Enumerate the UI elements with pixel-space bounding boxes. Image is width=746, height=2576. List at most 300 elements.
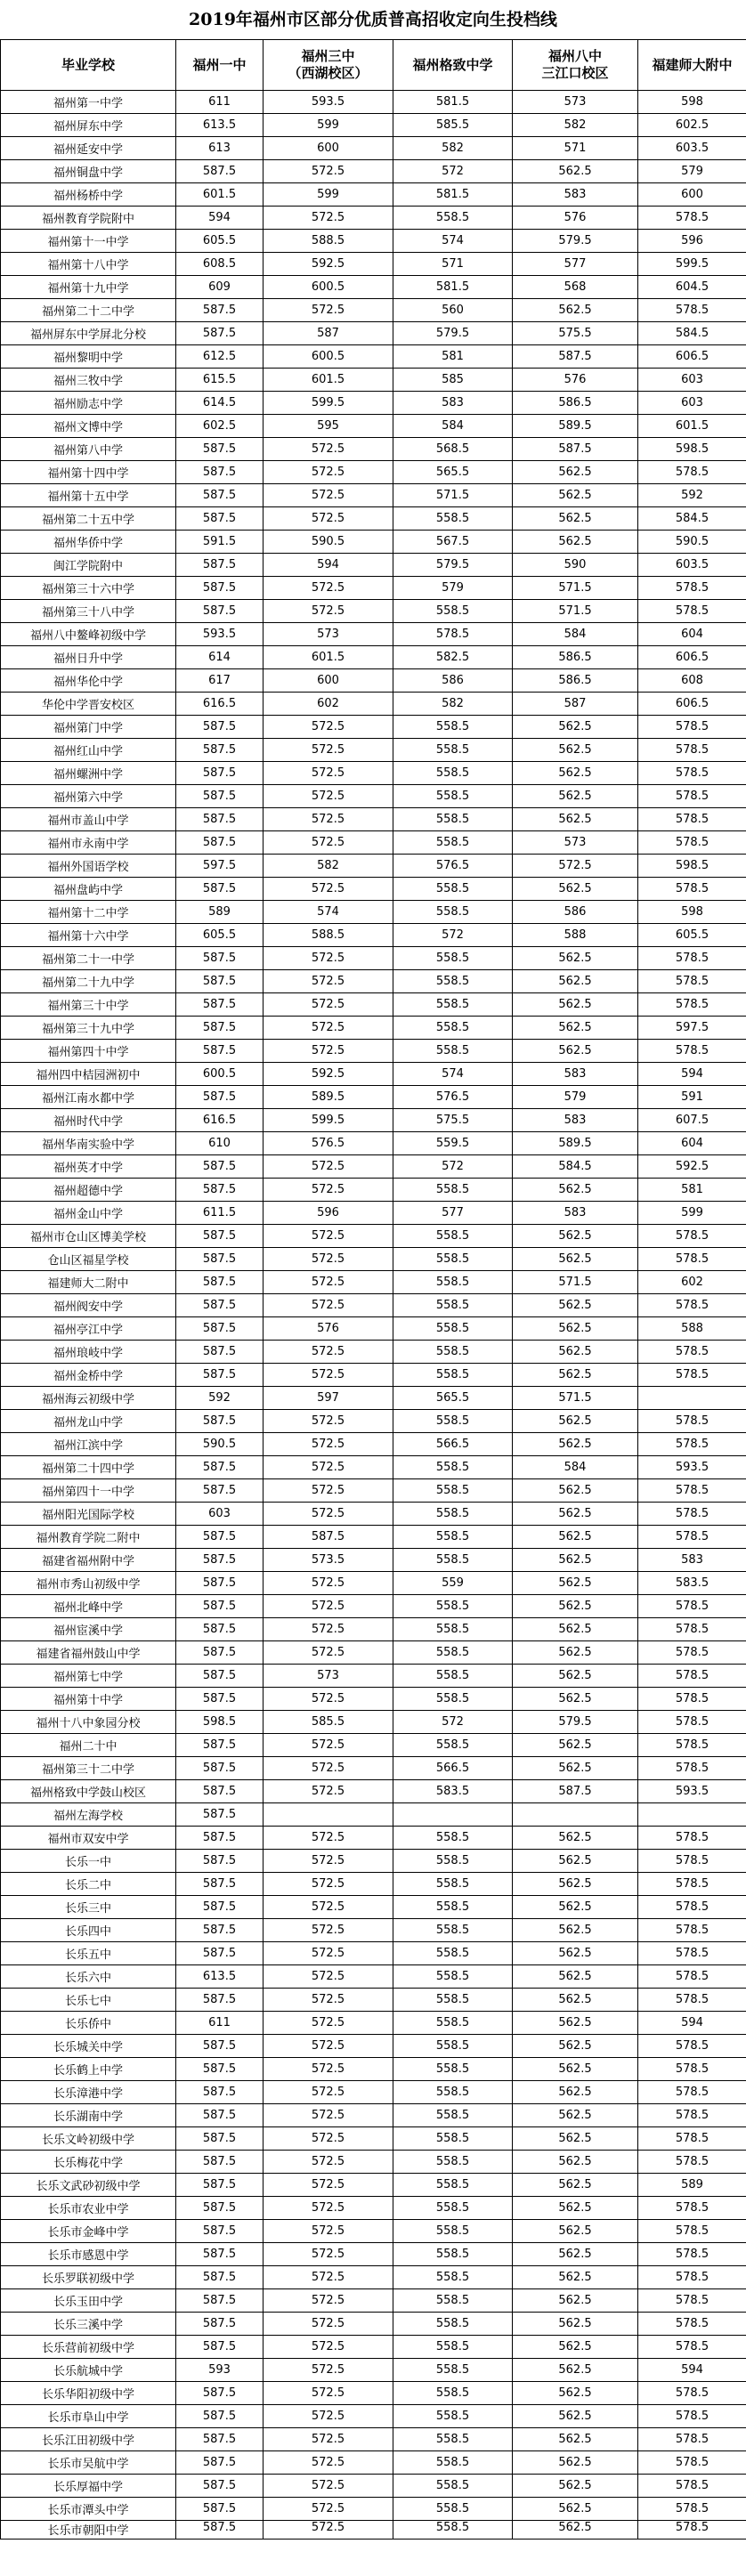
cell-gezhi: 574 [393, 1063, 513, 1086]
cell-fuzhou-no8: 562.5 [513, 878, 638, 901]
cell-fuzhou-no3: 572.5 [264, 1850, 393, 1873]
cell-shida-fuzhong: 578.5 [638, 1503, 746, 1526]
cell-school: 福州琅岐中学 [1, 1341, 176, 1364]
cell-school: 福州市秀山初级中学 [1, 1572, 176, 1595]
cell-fuzhou-no8: 562.5 [513, 2081, 638, 2104]
cell-fuzhou-no1: 587.5 [176, 808, 264, 831]
cell-fuzhou-no1: 587.5 [176, 1919, 264, 1942]
cell-gezhi: 558.5 [393, 1225, 513, 1248]
cell-fuzhou-no1: 587.5 [176, 2313, 264, 2336]
cell-fuzhou-no1: 587.5 [176, 2475, 264, 2498]
cell-shida-fuzhong: 598 [638, 901, 746, 924]
cell-fuzhou-no8: 589.5 [513, 1132, 638, 1155]
table-row [1, 345, 746, 369]
cell-fuzhou-no8: 584 [513, 1456, 638, 1479]
cell-shida-fuzhong: 599.5 [638, 253, 746, 276]
table-row [1, 1341, 746, 1364]
table-row [1, 484, 746, 507]
table-row [1, 600, 746, 623]
cell-gezhi: 582 [393, 693, 513, 716]
cell-fuzhou-no8: 575.5 [513, 322, 638, 345]
table-row [1, 1132, 746, 1155]
cell-gezhi: 558.5 [393, 1896, 513, 1919]
table-row [1, 1827, 746, 1850]
cell-gezhi: 558.5 [393, 1179, 513, 1202]
cell-fuzhou-no1: 587.5 [176, 1873, 264, 1896]
cell-fuzhou-no1: 587.5 [176, 1896, 264, 1919]
cell-school: 福州第二十四中学 [1, 1456, 176, 1479]
cell-gezhi: 558.5 [393, 507, 513, 531]
cell-fuzhou-no1: 587.5 [176, 2151, 264, 2174]
cell-fuzhou-no8: 562.5 [513, 1734, 638, 1757]
cell-fuzhou-no3: 572.5 [264, 2012, 393, 2035]
cell-fuzhou-no8: 562.5 [513, 1549, 638, 1572]
cell-gezhi: 558.5 [393, 2197, 513, 2220]
cell-gezhi: 583 [393, 392, 513, 415]
cell-fuzhou-no3: 572.5 [264, 970, 393, 993]
cell-gezhi: 558.5 [393, 1734, 513, 1757]
cell-fuzhou-no1: 587.5 [176, 299, 264, 322]
cell-fuzhou-no3: 572.5 [264, 2498, 393, 2521]
cell-school: 长乐市朝阳中学 [1, 2521, 176, 2540]
table-row [1, 2151, 746, 2174]
cell-fuzhou-no3: 597 [264, 1387, 393, 1410]
table-row [1, 230, 746, 253]
cell-shida-fuzhong: 578.5 [638, 2313, 746, 2336]
cell-school: 福州四中桔园洲初中 [1, 1063, 176, 1086]
cell-shida-fuzhong: 578.5 [638, 1040, 746, 1063]
cell-fuzhou-no3: 572.5 [264, 1225, 393, 1248]
cell-gezhi: 582 [393, 137, 513, 160]
cell-fuzhou-no8: 571.5 [513, 1271, 638, 1294]
cell-shida-fuzhong: 605.5 [638, 924, 746, 947]
cell-fuzhou-no3: 573.5 [264, 1549, 393, 1572]
cell-shida-fuzhong: 578.5 [638, 2058, 746, 2081]
cell-fuzhou-no8: 590 [513, 554, 638, 577]
cell-gezhi: 576.5 [393, 855, 513, 878]
cell-school: 福州华侨中学 [1, 531, 176, 554]
cell-shida-fuzhong: 578.5 [638, 1688, 746, 1711]
cell-fuzhou-no3: 572.5 [264, 2104, 393, 2127]
cell-fuzhou-no8: 572.5 [513, 855, 638, 878]
cell-fuzhou-no1: 587.5 [176, 762, 264, 785]
cell-fuzhou-no8 [513, 1803, 638, 1827]
cell-gezhi: 558.5 [393, 831, 513, 855]
cell-fuzhou-no3: 572.5 [264, 1942, 393, 1965]
cell-fuzhou-no3: 572.5 [264, 160, 393, 183]
table-row [1, 1942, 746, 1965]
cell-shida-fuzhong: 578.5 [638, 1827, 746, 1850]
cell-fuzhou-no3: 601.5 [264, 369, 393, 392]
cell-gezhi: 575.5 [393, 1109, 513, 1132]
cell-gezhi [393, 1803, 513, 1827]
cell-fuzhou-no1: 587.5 [176, 1271, 264, 1294]
cell-school: 长乐五中 [1, 1942, 176, 1965]
cell-gezhi: 558.5 [393, 1641, 513, 1665]
cell-shida-fuzhong: 578.5 [638, 577, 746, 600]
cell-school: 福州第八中学 [1, 438, 176, 461]
cell-fuzhou-no3: 572.5 [264, 1410, 393, 1433]
cell-school: 福州盘屿中学 [1, 878, 176, 901]
cell-fuzhou-no8: 562.5 [513, 2313, 638, 2336]
table-row [1, 1017, 746, 1040]
cell-school: 福州螺洲中学 [1, 762, 176, 785]
cell-fuzhou-no8: 562.5 [513, 1665, 638, 1688]
cell-fuzhou-no1: 587.5 [176, 322, 264, 345]
cell-school: 长乐漳港中学 [1, 2081, 176, 2104]
cell-fuzhou-no3: 572.5 [264, 1780, 393, 1803]
cell-school: 福州金桥中学 [1, 1364, 176, 1387]
cell-gezhi: 558.5 [393, 785, 513, 808]
cell-fuzhou-no1: 615.5 [176, 369, 264, 392]
cell-fuzhou-no3: 572.5 [264, 947, 393, 970]
cell-fuzhou-no3: 572.5 [264, 1433, 393, 1456]
cell-shida-fuzhong: 578.5 [638, 1711, 746, 1734]
cell-school: 福州八中鳌峰初级中学 [1, 623, 176, 646]
cell-fuzhou-no8: 576 [513, 207, 638, 230]
cell-fuzhou-no1: 590.5 [176, 1433, 264, 1456]
cell-fuzhou-no1: 587.5 [176, 1479, 264, 1503]
cell-shida-fuzhong: 578.5 [638, 2151, 746, 2174]
cell-shida-fuzhong: 578.5 [638, 1965, 746, 1989]
table-row [1, 1780, 746, 1803]
cell-fuzhou-no3: 572.5 [264, 1155, 393, 1179]
table-row [1, 461, 746, 484]
cell-shida-fuzhong: 578.5 [638, 1618, 746, 1641]
cell-shida-fuzhong: 606.5 [638, 646, 746, 669]
cell-gezhi: 581.5 [393, 276, 513, 299]
cell-fuzhou-no1: 587.5 [176, 1549, 264, 1572]
cell-fuzhou-no1: 587.5 [176, 2451, 264, 2475]
cell-gezhi: 574 [393, 230, 513, 253]
cell-fuzhou-no8: 562.5 [513, 2382, 638, 2405]
cell-fuzhou-no8: 562.5 [513, 1040, 638, 1063]
cell-shida-fuzhong: 578.5 [638, 2428, 746, 2451]
cell-gezhi: 558.5 [393, 2498, 513, 2521]
cell-fuzhou-no8: 562.5 [513, 2035, 638, 2058]
table-row [1, 1896, 746, 1919]
cell-fuzhou-no8: 586 [513, 901, 638, 924]
cell-gezhi: 558.5 [393, 808, 513, 831]
cell-fuzhou-no1: 613 [176, 137, 264, 160]
table-row [1, 1595, 746, 1618]
cell-fuzhou-no8: 583 [513, 183, 638, 207]
cell-gezhi: 558.5 [393, 2127, 513, 2151]
cell-fuzhou-no1: 597.5 [176, 855, 264, 878]
cell-fuzhou-no3: 589.5 [264, 1086, 393, 1109]
cell-fuzhou-no1: 587.5 [176, 1989, 264, 2012]
cell-shida-fuzhong: 578.5 [638, 207, 746, 230]
cell-shida-fuzhong: 578.5 [638, 1873, 746, 1896]
cell-shida-fuzhong: 578.5 [638, 2035, 746, 2058]
cell-school: 长乐城关中学 [1, 2035, 176, 2058]
cell-fuzhou-no8: 588 [513, 924, 638, 947]
cell-fuzhou-no8: 562.5 [513, 1873, 638, 1896]
cell-fuzhou-no1: 614 [176, 646, 264, 669]
cell-fuzhou-no3: 572.5 [264, 2151, 393, 2174]
cell-fuzhou-no1: 587.5 [176, 2336, 264, 2359]
table-row [1, 993, 746, 1017]
cell-shida-fuzhong: 578.5 [638, 1294, 746, 1317]
cell-school: 福州海云初级中学 [1, 1387, 176, 1410]
cell-school: 长乐玉田中学 [1, 2289, 176, 2313]
cell-gezhi: 558.5 [393, 2035, 513, 2058]
cell-fuzhou-no3: 572.5 [264, 831, 393, 855]
cell-fuzhou-no1: 611 [176, 2012, 264, 2035]
cell-gezhi: 558.5 [393, 762, 513, 785]
cell-shida-fuzhong: 578.5 [638, 1248, 746, 1271]
cell-fuzhou-no3: 572.5 [264, 1271, 393, 1294]
cell-gezhi: 582.5 [393, 646, 513, 669]
header-school [1, 40, 176, 91]
cell-fuzhou-no3: 572.5 [264, 2289, 393, 2313]
cell-fuzhou-no3: 596 [264, 1202, 393, 1225]
cell-gezhi: 558.5 [393, 878, 513, 901]
cell-fuzhou-no3: 572.5 [264, 1040, 393, 1063]
cell-fuzhou-no3: 587.5 [264, 1526, 393, 1549]
cell-fuzhou-no1: 587.5 [176, 1942, 264, 1965]
cell-fuzhou-no3 [264, 1803, 393, 1827]
cell-gezhi: 558.5 [393, 2451, 513, 2475]
cell-fuzhou-no3: 599 [264, 183, 393, 207]
cell-fuzhou-no8: 562.5 [513, 1179, 638, 1202]
cell-shida-fuzhong: 578.5 [638, 785, 746, 808]
cell-fuzhou-no8: 577 [513, 253, 638, 276]
table-row [1, 276, 746, 299]
cell-shida-fuzhong: 578.5 [638, 2127, 746, 2151]
cell-fuzhou-no3: 572.5 [264, 1248, 393, 1271]
cell-fuzhou-no3: 572.5 [264, 577, 393, 600]
cell-gezhi: 572 [393, 924, 513, 947]
cell-school: 福州华伦中学 [1, 669, 176, 693]
cell-fuzhou-no3: 572.5 [264, 299, 393, 322]
cell-fuzhou-no3: 572.5 [264, 1827, 393, 1850]
cell-fuzhou-no3: 572.5 [264, 1503, 393, 1526]
cell-fuzhou-no3: 572.5 [264, 438, 393, 461]
cell-gezhi: 558.5 [393, 2058, 513, 2081]
cell-fuzhou-no8: 587.5 [513, 438, 638, 461]
cell-shida-fuzhong: 578.5 [638, 1919, 746, 1942]
cell-shida-fuzhong: 578.5 [638, 2382, 746, 2405]
cell-shida-fuzhong: 594 [638, 2012, 746, 2035]
cell-fuzhou-no8: 562.5 [513, 507, 638, 531]
cell-shida-fuzhong: 593.5 [638, 1780, 746, 1803]
cell-shida-fuzhong: 584.5 [638, 322, 746, 345]
cell-gezhi: 558.5 [393, 1989, 513, 2012]
cell-school: 长乐市潭头中学 [1, 2498, 176, 2521]
cell-shida-fuzhong [638, 1387, 746, 1410]
cell-fuzhou-no8: 579.5 [513, 1711, 638, 1734]
cell-fuzhou-no8: 562.5 [513, 1364, 638, 1387]
cell-shida-fuzhong: 578.5 [638, 1989, 746, 2012]
cell-fuzhou-no1: 608.5 [176, 253, 264, 276]
cell-gezhi: 572 [393, 1155, 513, 1179]
cell-shida-fuzhong: 578.5 [638, 299, 746, 322]
table-row [1, 1757, 746, 1780]
cell-fuzhou-no1: 587.5 [176, 1364, 264, 1387]
cell-fuzhou-no1: 587.5 [176, 484, 264, 507]
cell-shida-fuzhong: 578.5 [638, 1942, 746, 1965]
cell-school: 福州红山中学 [1, 739, 176, 762]
cell-gezhi: 558.5 [393, 1827, 513, 1850]
cell-fuzhou-no3: 572.5 [264, 2035, 393, 2058]
cell-gezhi: 585.5 [393, 114, 513, 137]
cell-fuzhou-no1: 587.5 [176, 1757, 264, 1780]
cell-school: 长乐华阳初级中学 [1, 2382, 176, 2405]
cell-gezhi: 558.5 [393, 2151, 513, 2174]
table-row [1, 2451, 746, 2475]
header-gezhi [393, 40, 513, 91]
page-title: 2019年福州市区部分优质普高招收定向生投档线 [189, 10, 557, 29]
cell-school: 长乐营前初级中学 [1, 2336, 176, 2359]
cell-school: 福州第十四中学 [1, 461, 176, 484]
cell-school: 福州第四十一中学 [1, 1479, 176, 1503]
cell-shida-fuzhong: 600 [638, 183, 746, 207]
cell-gezhi: 558.5 [393, 2313, 513, 2336]
table-row [1, 1248, 746, 1271]
cell-fuzhou-no3: 572.5 [264, 1456, 393, 1479]
cell-shida-fuzhong: 606.5 [638, 693, 746, 716]
cell-fuzhou-no8: 562.5 [513, 1757, 638, 1780]
cell-fuzhou-no3: 602 [264, 693, 393, 716]
cell-fuzhou-no3: 572.5 [264, 1341, 393, 1364]
cell-shida-fuzhong: 602.5 [638, 114, 746, 137]
cell-fuzhou-no3: 572.5 [264, 716, 393, 739]
cell-shida-fuzhong: 578.5 [638, 831, 746, 855]
table-row [1, 693, 746, 716]
cell-shida-fuzhong: 578.5 [638, 2243, 746, 2266]
cell-fuzhou-no8: 562.5 [513, 1479, 638, 1503]
cell-shida-fuzhong: 602 [638, 1271, 746, 1294]
cell-shida-fuzhong: 578.5 [638, 993, 746, 1017]
cell-fuzhou-no8: 562.5 [513, 1526, 638, 1549]
table-row [1, 646, 746, 669]
cell-shida-fuzhong: 588 [638, 1317, 746, 1341]
cell-fuzhou-no8: 586.5 [513, 646, 638, 669]
table-row [1, 531, 746, 554]
cell-fuzhou-no8: 562.5 [513, 808, 638, 831]
cell-fuzhou-no1: 587.5 [176, 600, 264, 623]
cell-shida-fuzhong: 594 [638, 2359, 746, 2382]
cell-shida-fuzhong: 603 [638, 392, 746, 415]
cell-gezhi: 558.5 [393, 2081, 513, 2104]
cell-shida-fuzhong: 604.5 [638, 276, 746, 299]
cell-school: 福州第三十中学 [1, 993, 176, 1017]
table-row [1, 415, 746, 438]
cell-school: 福州第二十九中学 [1, 970, 176, 993]
cell-fuzhou-no1: 587.5 [176, 2081, 264, 2104]
cell-fuzhou-no1: 587.5 [176, 970, 264, 993]
cell-school: 长乐六中 [1, 1965, 176, 1989]
cell-fuzhou-no3: 572.5 [264, 2058, 393, 2081]
table-row [1, 1919, 746, 1942]
cell-school: 福州教育学院附中 [1, 207, 176, 230]
cell-fuzhou-no1: 605.5 [176, 924, 264, 947]
cell-fuzhou-no8: 562.5 [513, 1225, 638, 1248]
cell-gezhi: 568.5 [393, 438, 513, 461]
cell-fuzhou-no3: 572.5 [264, 484, 393, 507]
cell-fuzhou-no1: 593 [176, 2359, 264, 2382]
cell-school: 福州屏东中学屏北分校 [1, 322, 176, 345]
cell-fuzhou-no1: 587.5 [176, 1572, 264, 1595]
cell-fuzhou-no1: 587.5 [176, 1688, 264, 1711]
table-row [1, 1734, 746, 1757]
cell-gezhi: 558.5 [393, 1688, 513, 1711]
table-row [1, 299, 746, 322]
score-table [0, 39, 746, 2540]
cell-fuzhou-no1: 587.5 [176, 716, 264, 739]
cell-shida-fuzhong: 606.5 [638, 345, 746, 369]
cell-gezhi: 558.5 [393, 1410, 513, 1433]
table-row [1, 438, 746, 461]
table-row [1, 160, 746, 183]
cell-fuzhou-no8: 562.5 [513, 1919, 638, 1942]
table-row [1, 2289, 746, 2313]
cell-fuzhou-no8: 589.5 [513, 415, 638, 438]
cell-shida-fuzhong: 608 [638, 669, 746, 693]
cell-shida-fuzhong: 578.5 [638, 878, 746, 901]
cell-school: 福州超德中学 [1, 1179, 176, 1202]
cell-gezhi: 558.5 [393, 600, 513, 623]
cell-school: 长乐鹤上中学 [1, 2058, 176, 2081]
cell-shida-fuzhong: 601.5 [638, 415, 746, 438]
cell-school: 福州第四十中学 [1, 1040, 176, 1063]
table-row [1, 1572, 746, 1595]
cell-fuzhou-no1: 587.5 [176, 831, 264, 855]
cell-school: 长乐文武砂初级中学 [1, 2174, 176, 2197]
cell-gezhi: 558.5 [393, 2266, 513, 2289]
cell-fuzhou-no1: 587.5 [176, 947, 264, 970]
cell-gezhi: 558.5 [393, 1503, 513, 1526]
cell-shida-fuzhong: 578.5 [638, 762, 746, 785]
cell-fuzhou-no1: 587.5 [176, 1780, 264, 1803]
cell-shida-fuzhong: 598 [638, 91, 746, 114]
table-row [1, 970, 746, 993]
cell-fuzhou-no8: 562.5 [513, 2498, 638, 2521]
cell-fuzhou-no3: 572.5 [264, 1873, 393, 1896]
cell-fuzhou-no8: 562.5 [513, 160, 638, 183]
cell-fuzhou-no3: 572.5 [264, 1688, 393, 1711]
cell-school: 长乐二中 [1, 1873, 176, 1896]
cell-fuzhou-no3: 593.5 [264, 91, 393, 114]
cell-gezhi: 558.5 [393, 993, 513, 1017]
cell-fuzhou-no1: 587.5 [176, 160, 264, 183]
cell-fuzhou-no1: 591.5 [176, 531, 264, 554]
table-row [1, 1040, 746, 1063]
table-row [1, 2359, 746, 2382]
cell-gezhi: 558.5 [393, 1364, 513, 1387]
cell-fuzhou-no3: 572.5 [264, 1572, 393, 1595]
cell-gezhi: 558.5 [393, 1850, 513, 1873]
cell-fuzhou-no8: 583 [513, 1109, 638, 1132]
cell-school: 福州日升中学 [1, 646, 176, 669]
cell-gezhi: 558.5 [393, 1317, 513, 1341]
table-row [1, 1410, 746, 1433]
cell-fuzhou-no3: 572.5 [264, 993, 393, 1017]
cell-school: 福州市永南中学 [1, 831, 176, 855]
cell-gezhi: 565.5 [393, 1387, 513, 1410]
table-row [1, 1387, 746, 1410]
table-row [1, 2405, 746, 2428]
cell-fuzhou-no8: 562.5 [513, 1341, 638, 1364]
table-row [1, 1965, 746, 1989]
cell-shida-fuzhong: 578.5 [638, 2521, 746, 2540]
cell-fuzhou-no8: 583 [513, 1063, 638, 1086]
cell-school: 长乐市金峰中学 [1, 2220, 176, 2243]
header-fuzhou-no3-label: 福州三中 （西湖校区） [288, 48, 369, 81]
cell-shida-fuzhong: 598.5 [638, 438, 746, 461]
cell-shida-fuzhong: 578.5 [638, 2289, 746, 2313]
